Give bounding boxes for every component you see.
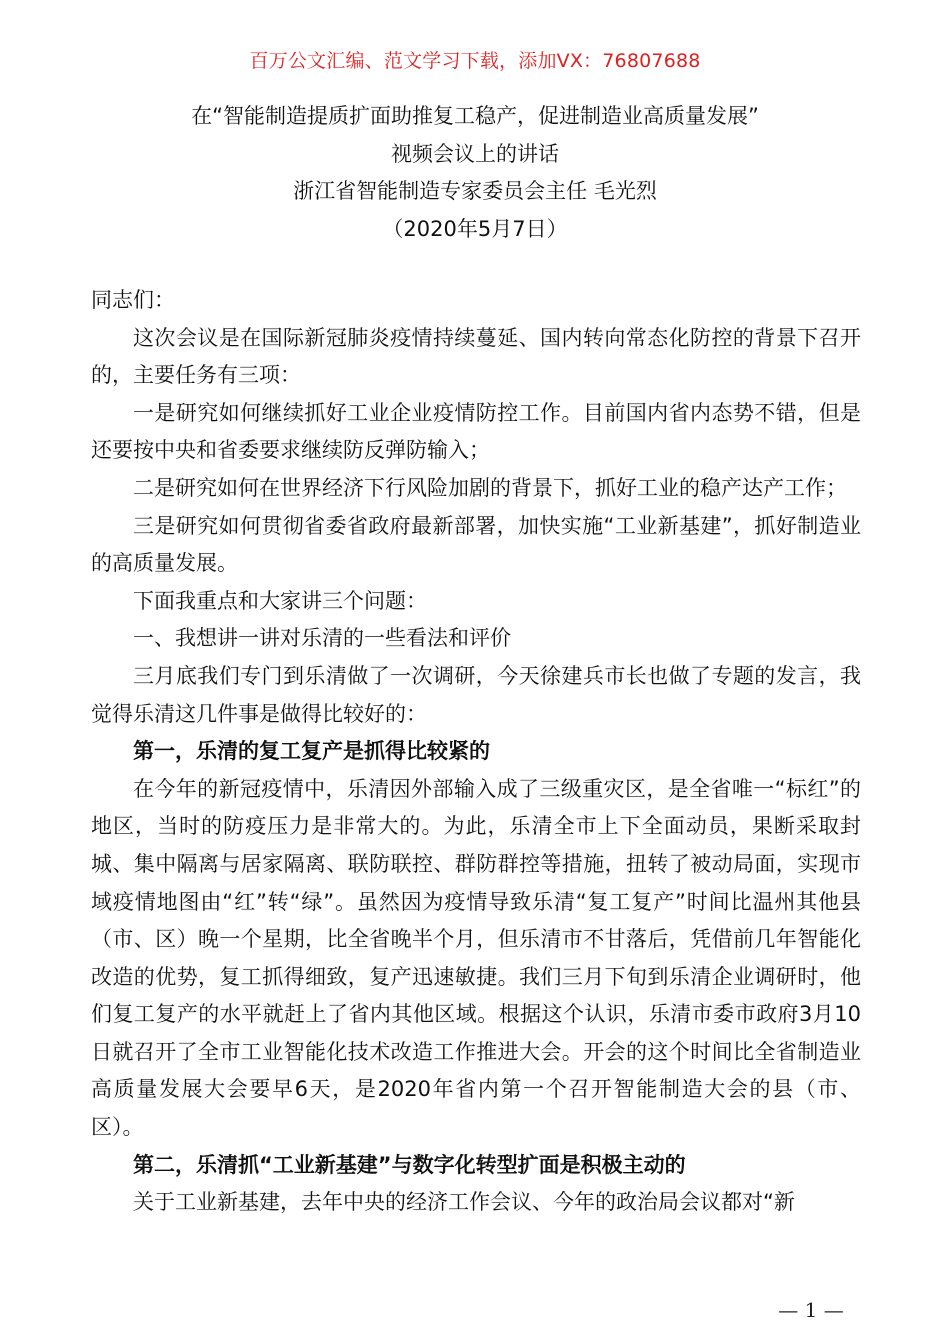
paragraph: 在今年的新冠疫情中，乐清因外部输入成了三级重灾区，是全省唯一“标红”的地区，当时的防疫压力是非常大的。为此，乐清全市上下全面动员，果断采取封城、集中隔离与居家隔离、联防联控、群防群控等措施，扭转了被动局面，实现市域疫情地图由“红”转“绿”。虽然因为疫情导致乐清“复工复产”时间比温州其他县（市、区）晚一个星期，比全省晚半个月，但乐清市不甘落后，凭借前几年智能化改造的优势，复工抓得细致，复产迅速敏捷。我们三月下旬到乐清企业调研时，他们复工复产的水平就赶上了省内其他区域。根据这个认识，乐清市委市政府3月10日就召开了全市工业智能化技术改造工作推进大会。开会的这个时间比全省制造业高质量发展大会要早6天，是2020年省内第一个召开智能制造大会的县（市、区）。: [91, 776, 861, 1140]
speech-title-block: [0, 98, 950, 248]
section-heading: 一、我想讲一讲对乐清的一些看法和评价: [133, 626, 511, 651]
paragraph: 下面我重点和大家讲三个问题：: [133, 588, 427, 613]
watermark-banner: 百万公文汇编、范文学习下载，添加VX：76807688: [249, 50, 701, 72]
speech-date: （2020年5月7日）: [382, 216, 568, 241]
paragraph: 二是研究如何在世界经济下行风险加剧的背景下，抓好工业的稳产达产工作；: [133, 475, 847, 500]
salutation: 同志们：: [91, 288, 175, 312]
paragraph: 一是研究如何继续抓好工业企业疫情防控工作。目前国内省内态势不错，但是还要按中央和省委要求继续防反弹防输入；: [91, 400, 861, 463]
paragraph: 这次会议是在国际新冠肺炎疫情持续蔓延、国内转向常态化防控的背景下召开的，主要任务有三项：: [91, 325, 861, 388]
speech-title: 在“智能制造提质扩面助推复工稳产，促进制造业高质量发展”: [191, 104, 759, 128]
paragraph: 三月底我们专门到乐清做了一次调研，今天徐建兵市长也做了专题的发言，我觉得乐清这几件事是做得比较好的：: [91, 663, 861, 726]
page-number: — 1 —: [778, 1298, 844, 1322]
speech-subtitle: 视频会议上的讲话: [391, 141, 559, 166]
subsection-heading: 第一，乐清的复工复产是抓得比较紧的: [133, 739, 490, 764]
paragraph: 三是研究如何贯彻省委省政府最新部署，加快实施“工业新基建”，抓好制造业的高质量发展。: [91, 513, 861, 576]
speaker-line: 浙江省智能制造专家委员会主任 毛光烈: [293, 179, 657, 203]
document-body: [91, 282, 861, 1222]
subsection-heading: 第二，乐清抓“工业新基建”与数字化转型扩面是积极主动的: [133, 1152, 686, 1177]
paragraph: 关于工业新基建，去年中央的经济工作会议、今年的政治局会议都对“新: [133, 1190, 795, 1215]
